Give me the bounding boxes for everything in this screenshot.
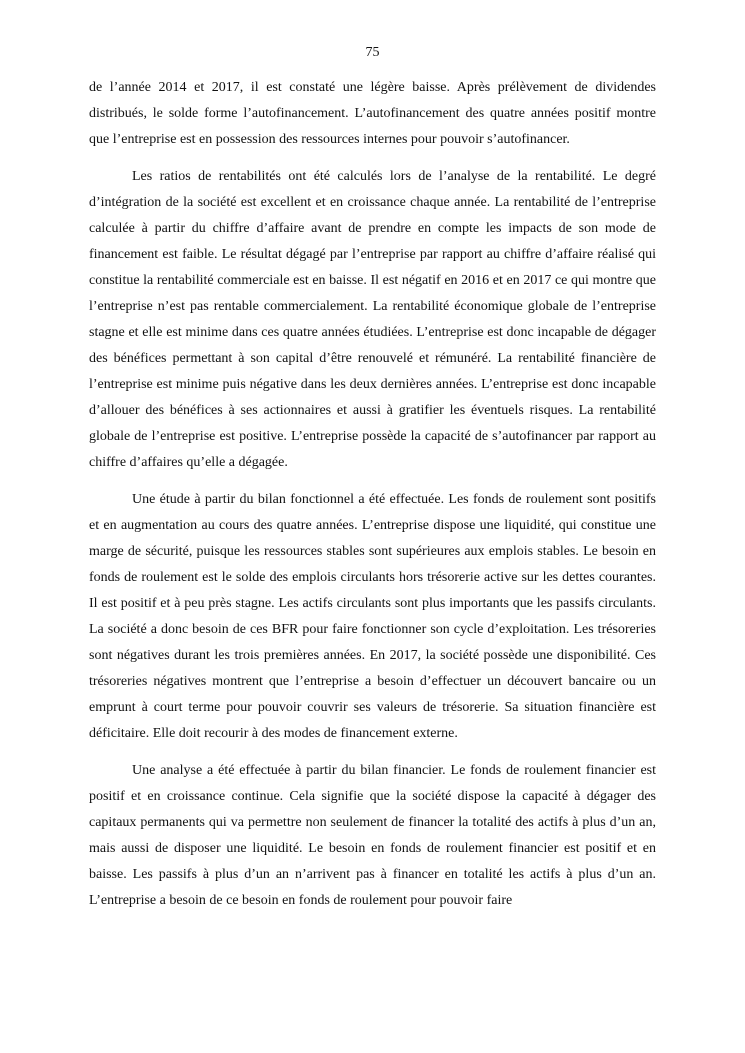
page-number: 75 xyxy=(365,45,380,60)
paragraph-bilan-financier: Une analyse a été effectuée à partir du bilan financier. Le fonds de roulement financier est positif et en croissance continue. Cela signifie que la société dispose la capacité à dégager des capitaux permanents qui va permettre non seulement de financer la totalité des actifs à plus d’un an, mais aussi de disposer une liquidité. Le besoin en fonds de roulement financier est positif et en baisse. Les passifs à plus d’un an n’arrivent pas à financer en totalité les actifs à plus d’un an. L’entreprise a besoin de ce besoin en fonds de roulement pour pouvoir faire xyxy=(89,763,656,908)
paragraph-rentabilite: Les ratios de rentabilités ont été calculés lors de l’analyse de la rentabilité. Le degré d’intégration de la société est excellent et en croissance chaque année. La rentabilité de l’entreprise calculée à partir du chiffre d’affaire avant de prendre en compte les impacts de son mode de financement est faible. Le résultat dégagé par l’entreprise par rapport au chiffre d’affaire réalisé qui constitue la rentabilité commerciale est en baisse. Il est négatif en 2016 et en 2017 ce qui montre que l’entreprise n’est pas rentable commercialement. La rentabilité économique globale de l’entreprise stagne et elle est minime dans ces quatre années étudiées. L’entreprise est donc incapable de dégager des bénéfices permettant à son capital d’être renouvelé et rémunéré. La rentabilité financière de l’entreprise est minime puis négative dans les deux dernières années. L’entreprise est donc incapable d’allouer des bénéfices à ses actionnaires et aussi à gratifier les éventuels risques. La rentabilité globale de l’entreprise est positive. L’entreprise possède la capacité de s’autofinancer par rapport au chiffre d’affaires qu’elle a dégagée. xyxy=(89,169,656,470)
paragraph-bilan-fonctionnel: Une étude à partir du bilan fonctionnel a été effectuée. Les fonds de roulement sont positifs et en augmentation au cours des quatre années. L’entreprise dispose une liquidité, qui constitue une marge de sécurité, puisque les ressources stables sont supérieures aux emplois stables. Le besoin en fonds de roulement est le solde des emplois circulants hors trésorerie active sur les dettes courantes. Il est positif et à peu près stagne. Les actifs circulants sont plus importants que les passifs circulants. La société a donc besoin de ces BFR pour faire fonctionner son cycle d’exploitation. Les trésoreries sont négatives durant les trois premières années. En 2017, la société possède une disponibilité. Ces trésoreries négatives montrent que l’entreprise a besoin d’effectuer un découvert bancaire ou un emprunt à court terme pour pouvoir couvrir ses valeurs de trésorerie. Sa situation financière est déficitaire. Elle doit recourir à des modes de financement externe. xyxy=(89,492,656,741)
body-text xyxy=(89,75,656,925)
paragraph-continuation: de l’année 2014 et 2017, il est constaté une légère baisse. Après prélèvement de dividendes distribués, le solde forme l’autofinancement. L’autofinancement des quatre années positif montre que l’entreprise est en possession des ressources internes pour pouvoir s’autofinancer. xyxy=(89,80,656,147)
